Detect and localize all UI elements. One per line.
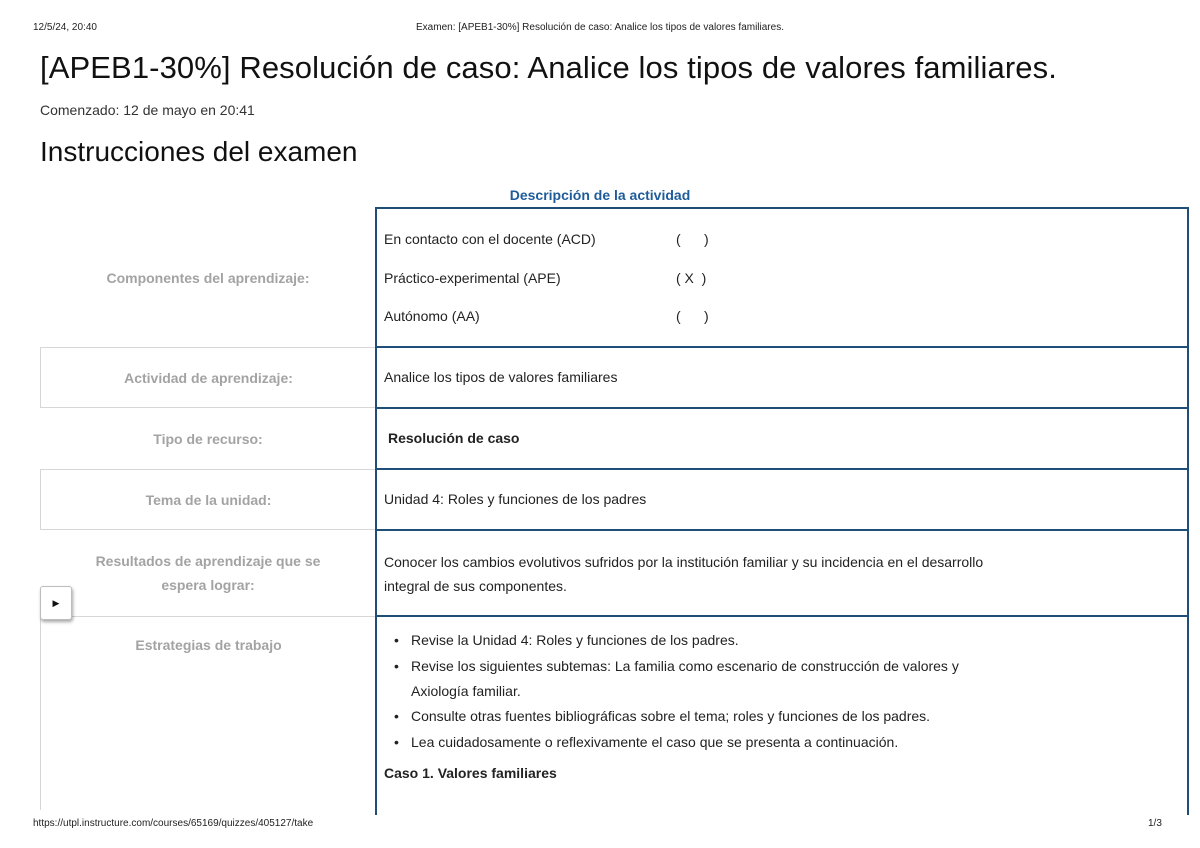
table-caption: Descripción de la actividad <box>509 187 691 203</box>
activity-label: Actividad de aprendizaje: <box>40 347 376 408</box>
page-url: https://utpl.instructure.com/courses/65169/quizzes/405127/take <box>33 818 314 829</box>
resource-type-label: Tipo de recurso: <box>153 430 263 447</box>
play-triangle-icon: ▶ <box>52 597 60 608</box>
learning-results-label-line2: espera lograr: <box>161 577 255 593</box>
case-heading: Caso 1. Valores familiares <box>384 765 557 781</box>
resource-type-value: Resolución de caso <box>375 407 1189 470</box>
page-title: [APEB1-30%] Resolución de caso: Analice los tipos de valores familiares. <box>40 50 1057 85</box>
component-mark: ( X ) <box>676 270 707 286</box>
component-mark: ( ) <box>676 231 709 247</box>
component-row-acd <box>384 231 709 247</box>
component-name: Autónomo (AA) <box>384 308 480 324</box>
activity-value: Analice los tipos de valores familiares <box>375 346 1189 409</box>
component-mark: ( ) <box>676 308 709 324</box>
component-row-aa <box>384 308 709 324</box>
learning-results-value <box>375 529 1189 617</box>
components-label: Componentes del aprendizaje: <box>106 270 310 286</box>
strategy-item: • Consulte otras fuentes bibliográficas sobre el tema; roles y funciones de los padres. <box>384 703 1174 729</box>
instructions-heading: Instrucciones del examen <box>40 136 358 167</box>
learning-results-text <box>384 550 983 598</box>
learning-results-line1: Conocer los cambios evolutivos sufridos por la institución familiar y su incidencia en el desarrollo <box>384 554 984 570</box>
unit-topic-value: Unidad 4: Roles y funciones de los padres <box>375 468 1189 531</box>
component-name: En contacto con el docente (ACD) <box>384 231 596 247</box>
strategy-item: • Lea cuidadosamente o reflexivamente el caso que se presenta a continuación. <box>384 729 1174 755</box>
strategy-item: • Revise los siguientes subtemas: La familia como escenario de construcción de valores y Axiología familiar. <box>384 653 1174 703</box>
strategies-label: Estrategias de trabajo <box>40 616 376 810</box>
started-timestamp: Comenzado: 12 de mayo en 20:41 <box>40 102 255 118</box>
unit-topic-label: Tema de la unidad: <box>40 469 376 530</box>
learning-results-label-line1: Resultados de aprendizaje que se <box>95 553 321 569</box>
learning-results-label <box>40 530 376 616</box>
expand-toggle-button[interactable] <box>40 586 72 620</box>
page-number: 1/3 <box>1148 818 1162 829</box>
components-value <box>375 207 1189 348</box>
learning-results-line2: integral de sus componentes. <box>384 578 567 594</box>
print-date: 12/5/24, 20:40 <box>33 22 97 33</box>
strategies-list <box>384 627 1174 755</box>
component-row-ape <box>384 270 707 286</box>
strategies-value <box>375 615 1189 815</box>
print-document-title: Examen: [APEB1-30%] Resolución de caso: Analice los tipos de valores familiares. <box>416 22 784 33</box>
component-name: Práctico-experimental (APE) <box>384 270 561 286</box>
strategy-item: • Revise la Unidad 4: Roles y funciones de los padres. <box>384 627 1174 653</box>
